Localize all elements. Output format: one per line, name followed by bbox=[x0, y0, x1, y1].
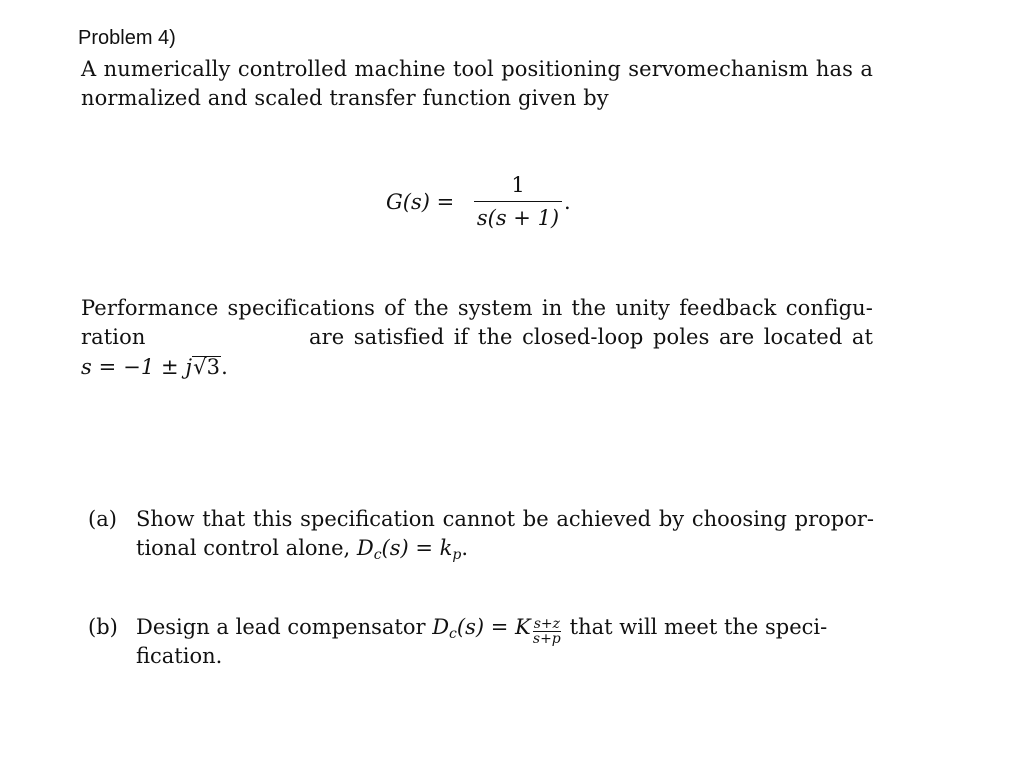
problem-heading: Problem 4) bbox=[78, 27, 176, 49]
part-a-label: (a) bbox=[88, 507, 117, 531]
pole-expression: s = −1 ± j bbox=[81, 355, 193, 379]
spec-line-1: Performance specifications of the system in the unity feedback configu- bbox=[81, 296, 873, 320]
fraction-denominator: s(s + 1) bbox=[476, 206, 560, 230]
part-b-line-1: Design a lead compensator $D_c(s) = K$ $\frac{s+z}{s+p}$ that will meet the speci- bbox=[136, 615, 828, 647]
part-a-line-1: Show that this specification cannot be achieved by choosing propor- bbox=[136, 507, 874, 531]
part-b-text-end: that will meet the speci- bbox=[562, 615, 828, 639]
equation-period: . bbox=[564, 190, 571, 214]
sqrt-radicand: √3 bbox=[193, 355, 221, 379]
spec-line-2-left: ration bbox=[81, 325, 146, 349]
spec-line-2-right: are satisfied if the closed-loop poles are located at bbox=[309, 325, 873, 349]
fraction-bar bbox=[474, 201, 562, 202]
part-b-line-2: fication. bbox=[136, 644, 223, 668]
part-b-label: (b) bbox=[88, 615, 118, 639]
transfer-function-equation bbox=[386, 172, 586, 234]
equation-lhs: G(s) = bbox=[386, 190, 455, 214]
equation-fraction bbox=[474, 172, 562, 231]
pole-period: . bbox=[221, 355, 228, 379]
compensator-symbol: D bbox=[432, 615, 450, 639]
fraction-numerator: 1 bbox=[511, 173, 525, 197]
intro-line-1: A numerically controlled machine tool positioning servomechanism has a bbox=[81, 57, 873, 81]
intro-line-2: normalized and scaled transfer function given by bbox=[81, 86, 609, 110]
part-a-line-2: tional control alone, $D_c(s) = k_p$. bbox=[136, 536, 469, 563]
compensator-fraction: $\frac{s+z}{s+p}$ bbox=[532, 616, 561, 647]
spec-line-3-pole-location bbox=[81, 355, 228, 379]
controller-symbol: D bbox=[356, 536, 374, 560]
part-a-text: tional control alone, bbox=[136, 536, 357, 560]
part-b-text: Design a lead compensator bbox=[136, 615, 433, 639]
